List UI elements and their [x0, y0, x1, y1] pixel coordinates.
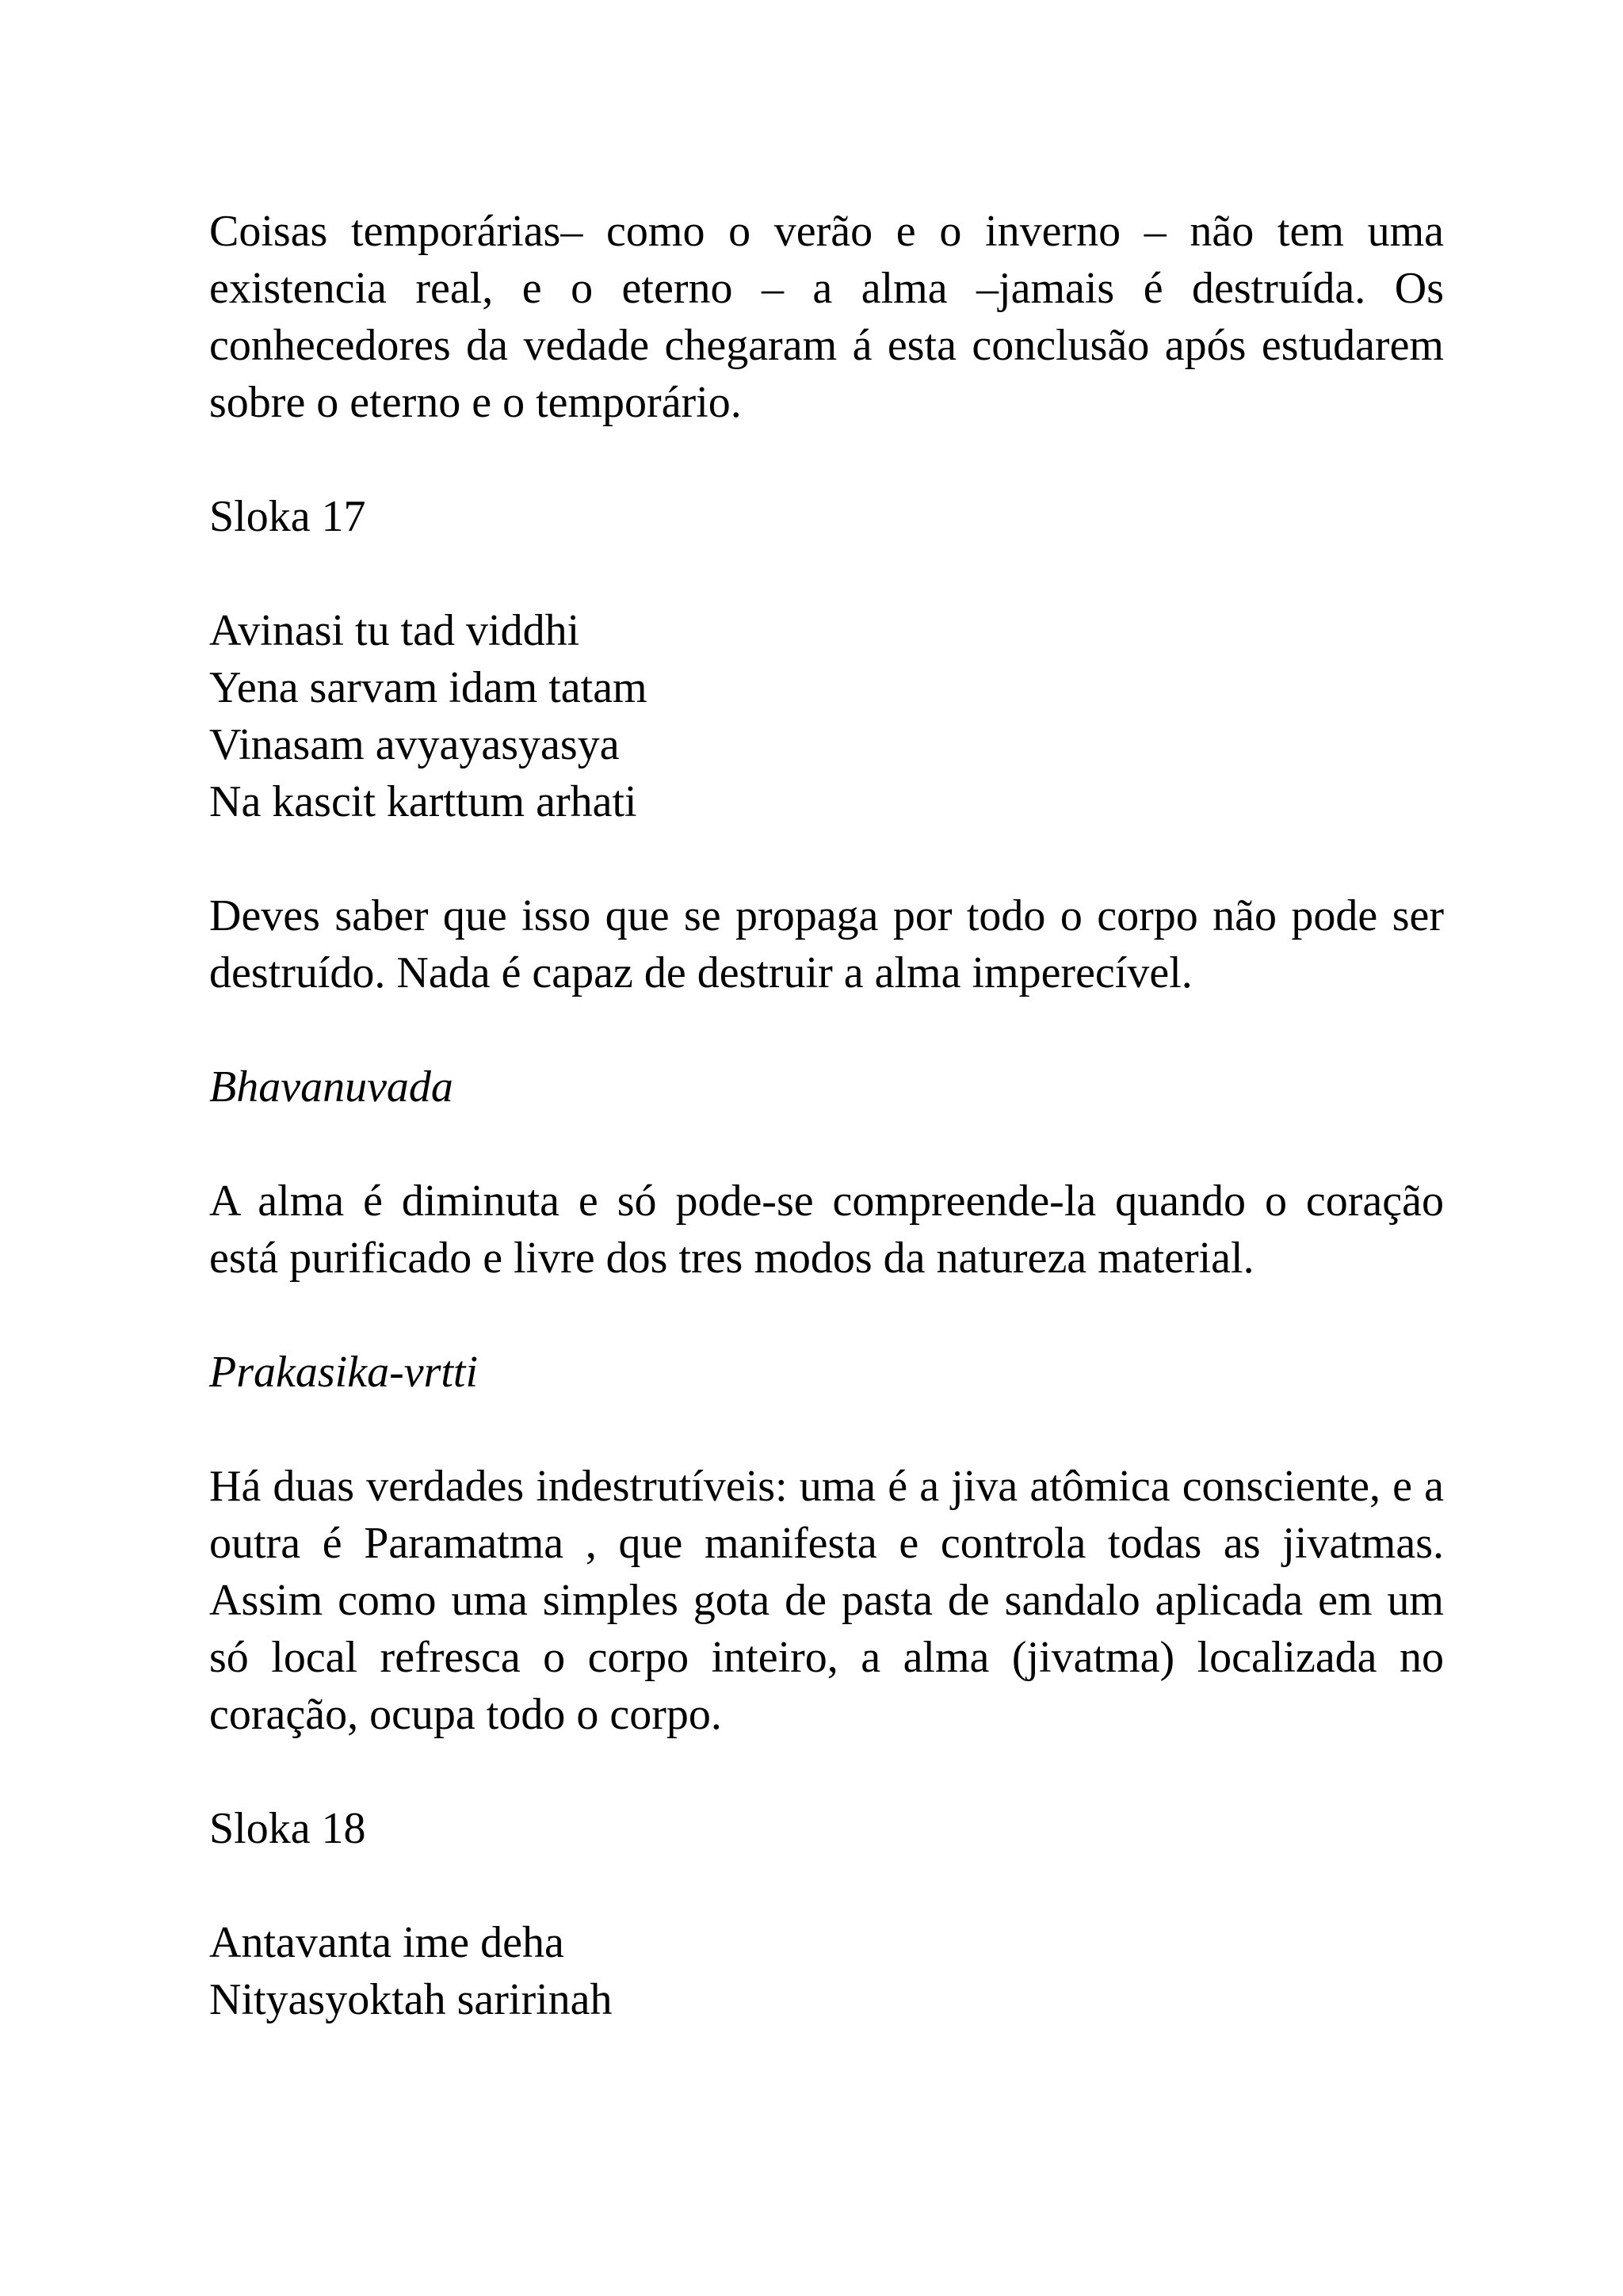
paragraph-prakasika: Há duas verdades indestrutíveis: uma é a jiva atômica consciente, e a outra é Paramatma , que manifesta e controla todas as jivatmas. Assim como uma simples gota de pasta de sandalo aplicada em um só local refresca o corpo inteiro, a alma (jivatma) localizada no coração, ocupa todo o corpo. [209, 1462, 1444, 1739]
verse-line: Na kascit karttum arhati [209, 777, 637, 826]
document-page [209, 203, 1444, 2085]
paragraph-temporary-things: Coisas temporárias– como o verão e o inverno – não tem uma existencia real, e o eterno – a alma –jamais é destruída. Os conhecedores da vedade chegaram á esta conclusão após estudarem sobre o eterno e o temporário. [209, 207, 1444, 427]
bhavanuvada-heading: Bhavanuvada [209, 1062, 453, 1112]
sloka-18-verse [209, 1914, 1444, 2028]
sloka-17-heading: Sloka 17 [209, 492, 366, 541]
sloka-17-verse [209, 602, 1444, 830]
verse-line: Avinasi tu tad viddhi [209, 606, 580, 655]
prakasika-vrtti-heading: Prakasika-vrtti [209, 1348, 479, 1397]
sloka-18-heading: Sloka 18 [209, 1804, 366, 1853]
verse-line: Yena sarvam idam tatam [209, 663, 647, 712]
verse-line: Antavanta ime deha [209, 1918, 564, 1967]
verse-line: Nityasyoktah saririnah [209, 1975, 613, 2024]
verse-line: Vinasam avyayasyasya [209, 720, 620, 769]
paragraph-bhavanuvada: A alma é diminuta e só pode-se compreende-la quando o coração está purificado e livre dos tres modos da natureza material. [209, 1177, 1444, 1283]
paragraph-translation: Deves saber que isso que se propaga por todo o corpo não pode ser destruído. Nada é capaz de destruir a alma imperecível. [209, 891, 1444, 997]
